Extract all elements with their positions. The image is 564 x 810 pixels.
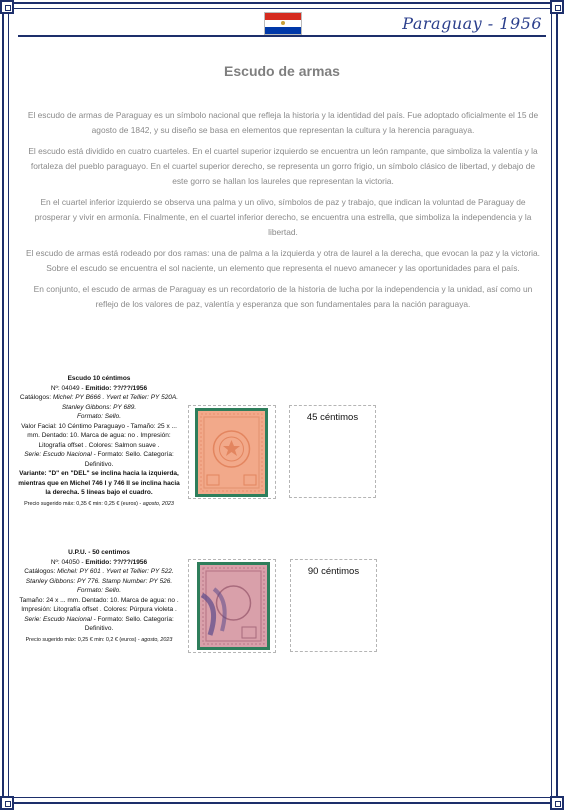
stamp-serie-rest: - Formato: Sello. Categoría: Definitivo. (84, 615, 174, 632)
stamp-format: Formato: Sello. (76, 587, 122, 594)
paragraph: El escudo está dividido en cuatro cuarteles. En el cuartel superior izquierdo se encuentra un león rampante, que simboliza la valentía y la fortaleza del pueblo paraguayo. En el cuartel superior derecho, se representa un gorro frigio, un símbolo clásico de libertad, y debajo de este gorro se hallan los laureles que representan la victoria. (28, 146, 538, 186)
corner-ornament-icon (0, 796, 14, 810)
paragraph: El escudo de armas está rodeado por dos ramas: una de palma a la izquierda y otra de laurel a la derecha, que evocan la paz y la victoria. Sobre el escudo se encuentra el sol naciente, un elemento que representa el nuevo amanecer y las oportunidades para el país. (26, 248, 540, 273)
stamp-image (197, 562, 270, 650)
stamp-value-box: 45 céntimos (289, 405, 376, 498)
paragraph: El escudo de armas de Paraguay es un símbolo nacional que refleja la historia y la identidad del país. Fue adoptado oficialmente el 15 de agosto de 1842, y su diseño se basa en elementos que representan la cultura y la herencia paraguaya. (27, 110, 539, 135)
stamp-price: Precio sugerido máx: 0,25 € min: 0,2 € (euros) - (25, 636, 142, 643)
corner-ornament-icon (0, 0, 14, 14)
header-rule (18, 35, 546, 37)
stamp-catalogs: Michel: PY 601 . Yvert et Tellier: PY 522. Stanley Gibbons: PY 776. Stamp Number: PY 526. (25, 568, 174, 585)
stamp-catalogs: Michel: PY B666 . Yvert et Tellier: PY 520A. Stanley Gibbons: PY 689. (52, 394, 179, 411)
stamp-serie: Serie: Escudo Nacional (24, 451, 92, 458)
paragraph: En el cuartel inferior izquierdo se observa una palma y un olivo, símbolos de paz y trabajo, que indican la voluntad de Paraguay de prosperar y vivir en armonía. Finalmente, en el cuartel inferior derecho, se encuentra una estrella, que simboliza la independencia y la libertad. (34, 197, 532, 237)
stamp-details: Valor Facial: 10 Céntimo Paraguayo - Tamaño: 25 x ... mm. Dentado: 10. Marca de agua: no . Impresión: Litografía offset . Colores: Salmon suave . (21, 422, 177, 449)
catalogs-label: Catálogos: (24, 568, 58, 575)
stamp-number: Nº: 04050 - (50, 558, 86, 566)
description-text (24, 108, 542, 318)
page-title: Escudo de armas (224, 63, 340, 79)
stamp-format: Formato: Sello. (76, 413, 122, 420)
coat-of-arms-icon (200, 565, 267, 647)
corner-ornament-icon (550, 0, 564, 14)
stamp-serie: Serie: Escudo Nacional (24, 615, 92, 623)
stamp-value-box: 90 céntimos (290, 559, 377, 652)
stamp-issued: Emitido: ??/??/1956 (85, 558, 148, 566)
stamp-name: U.P.U. - 50 centimos (68, 549, 130, 556)
stamp-number: Nº: 04049 - (50, 384, 86, 392)
stamp-description (16, 548, 182, 644)
corner-ornament-icon (550, 796, 564, 810)
catalogs-label: Catálogos: (19, 394, 53, 401)
stamp-image (195, 408, 268, 497)
paraguay-flag-icon (264, 12, 302, 35)
country-year-heading: Paraguay - 1956 (402, 14, 542, 33)
coat-of-arms-icon (198, 411, 265, 494)
stamp-serie-rest: - Formato: Sello. Categoría: Definitivo. (84, 451, 174, 468)
stamp-description (16, 374, 182, 508)
paragraph: En conjunto, el escudo de armas de Paraguay es un recordatorio de la historia de lucha por la independencia y la unidad, así como un reflejo de los valores de paz, valentía y esperanza que son fundamentales para la nación paraguaya. (33, 284, 533, 309)
stamp-details: Tamaño: 24 x ... mm. Dentado: 10. Marca de agua: no . Impresión: Litografía offset . Colores: Púrpura violeta . (19, 596, 179, 613)
stamp-issued: Emitido: ??/??/1956 (85, 384, 148, 392)
stamp-name: Escudo 10 céntimos (67, 375, 131, 382)
stamp-price-date: agosto, 2023 (141, 636, 173, 643)
stamp-variant: Variante: "D" en "DEL" se inclina hacia la izquierda, mientras que en Michel 746 I y 746 II se inclina hacia la derecha. 5 líneas bajo el cuadro. (18, 470, 180, 496)
stamp-price-date: agosto, 2023 (142, 500, 174, 507)
stamp-price: Precio sugerido máx: 0,35 € min: 0,25 € (euros) - (24, 500, 143, 507)
